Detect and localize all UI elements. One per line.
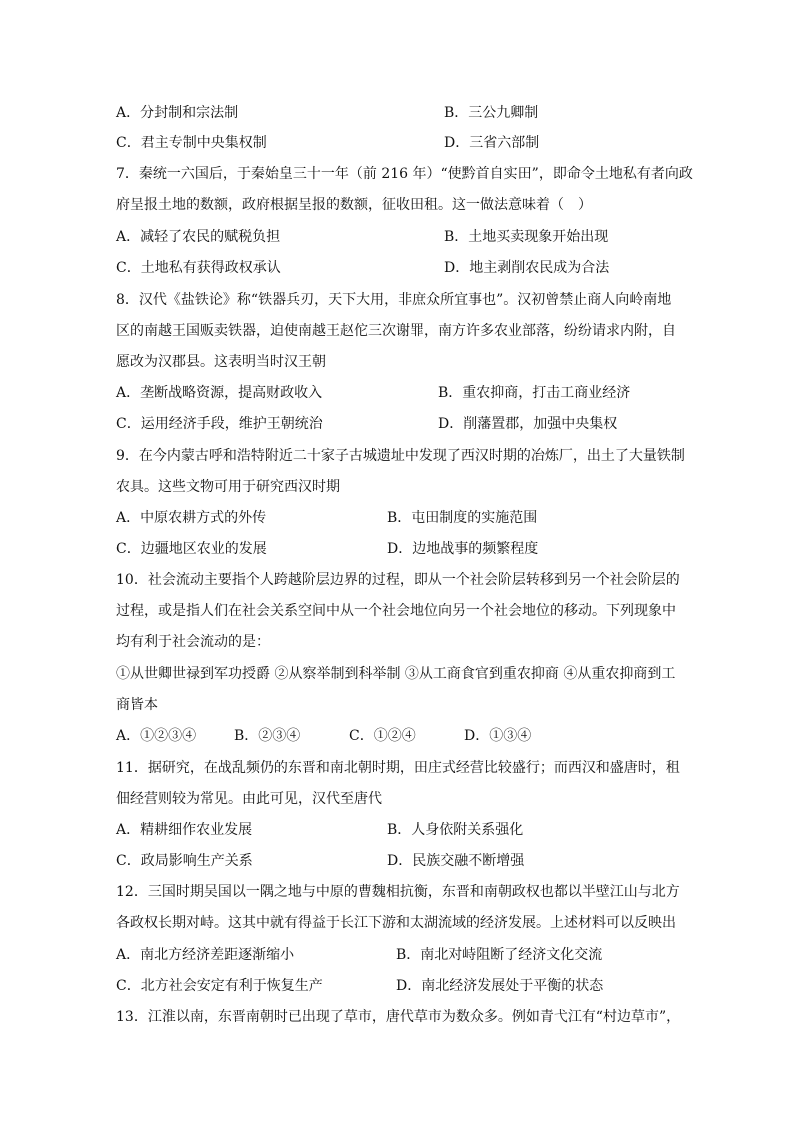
q13-stem-line-1: 13．江淮以南，东晋南朝时已出现了草市，唐代草市为数众多。例如青弋江有“村边草市”， <box>116 1009 681 1025</box>
q9-option-c: C．边疆地区农业的发展 <box>116 541 267 557</box>
q7-option-a: A．减轻了农民的赋税负担 <box>116 229 281 245</box>
q11-option-c: C．政局影响生产关系 <box>116 853 253 869</box>
q6-option-d: D．三省六部制 <box>444 135 540 151</box>
q8-option-d: D．削藩置郡，加强中央集权 <box>438 416 618 432</box>
q9-option-a: A．中原农耕方式的外传 <box>116 510 267 526</box>
q12-stem-line-2: 各政权长期对峙。这其中就有得益于长江下游和太湖流域的经济发展。上述材料可以反映出 <box>116 915 676 931</box>
q7-stem-line-1: 7．秦统一六国后，于秦始皇三十一年（前 216 年）“使黔首自实田”，即命令土地私有者向政 <box>116 166 693 182</box>
q9-option-b: B．屯田制度的实施范围 <box>387 510 538 526</box>
q10-option-b: B．②③④ <box>234 728 301 744</box>
q9-option-d: D．边地战事的频繁程度 <box>387 541 539 557</box>
q7-option-b: B．土地买卖现象开始出现 <box>444 229 609 245</box>
q10-stem-line-4: ①从世卿世禄到军功授爵 ②从察举制到科举制 ③从工商食官到重农抑商 ④从重农抑商到工 <box>116 666 676 682</box>
q10-option-d: D．①③④ <box>464 728 532 744</box>
q12-option-a: A．南北方经济差距逐渐缩小 <box>116 947 295 963</box>
q10-stem-line-3: 均有利于社会流动的是： <box>116 634 270 650</box>
q10-option-a: A．①②③④ <box>116 728 197 744</box>
q8-stem-line-3: 愿改为汉郡县。这表明当时汉王朝 <box>116 354 326 370</box>
q11-option-a: A．精耕细作农业发展 <box>116 822 253 838</box>
q6-option-b: B．三公九卿制 <box>444 105 539 121</box>
q12-stem-line-1: 12．三国时期吴国以一隅之地与中原的曹魏相抗衡，东晋和南朝政权也都以半壁江山与北方 <box>116 884 680 900</box>
q12-option-b: B．南北对峙阻断了经济文化交流 <box>396 947 603 963</box>
q10-stem-line-1: 10．社会流动主要指个人跨越阶层边界的过程，即从一个社会阶层转移到另一个社会阶层的 <box>116 572 680 588</box>
q10-stem-line-2: 过程，或是指人们在社会关系空间中从一个社会地位向另一个社会地位的移动。下列现象中 <box>116 603 676 619</box>
q10-stem-line-5: 商皆本 <box>116 697 158 713</box>
q6-option-c: C．君主专制中央集权制 <box>116 135 267 151</box>
q8-stem-line-1: 8．汉代《盐铁论》称“铁器兵刃，天下大用，非庶众所宜事也”。汉初曾禁止商人向岭南地 <box>116 292 672 308</box>
q12-option-d: D．南北经济发展处于平衡的状态 <box>396 978 604 994</box>
q11-option-b: B．人身依附关系强化 <box>387 822 524 838</box>
q9-stem-line-2: 农具。这些文物可用于研究西汉时期 <box>116 479 340 495</box>
q8-stem-line-2: 区的南越王国贩卖铁器，迫使南越王赵佗三次谢罪，南方许多农业部落，纷纷请求内附，自 <box>116 323 676 339</box>
q7-stem-line-2: 府呈报土地的数额，政府根据呈报的数额，征收田租。这一做法意味着（ ） <box>116 197 592 213</box>
q8-option-b: B．重农抑商，打击工商业经济 <box>438 385 631 401</box>
q9-stem-line-1: 9．在今内蒙古呼和浩特附近二十家子古城遗址中发现了西汉时期的冶炼厂，出土了大量铁制 <box>116 448 685 464</box>
q7-option-d: D．地主剥削农民成为合法 <box>444 260 610 276</box>
q11-option-d: D．民族交融不断增强 <box>387 853 525 869</box>
q11-stem-line-2: 佃经营则较为常见。由此可见，汉代至唐代 <box>116 791 382 807</box>
q8-option-c: C．运用经济手段，维护王朝统治 <box>116 416 323 432</box>
q12-option-c: C．北方社会安定有利于恢复生产 <box>116 978 323 994</box>
q8-option-a: A．垄断战略资源，提高财政收入 <box>116 385 323 401</box>
q11-stem-line-1: 11．据研究，在战乱频仍的东晋和南北朝时期，田庄式经营比较盛行；而西汉和盛唐时，租 <box>116 760 680 776</box>
q6-option-a: A．分封制和宗法制 <box>116 105 239 121</box>
q7-option-c: C．土地私有获得政权承认 <box>116 260 281 276</box>
q10-option-c: C．①②④ <box>349 728 416 744</box>
